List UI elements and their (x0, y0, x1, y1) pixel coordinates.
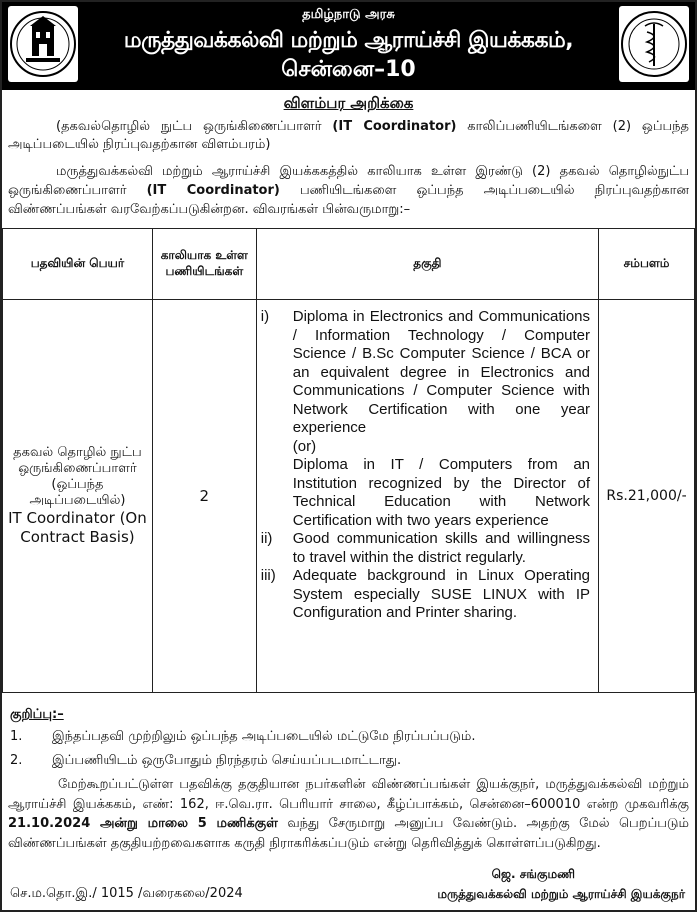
post-name-cell (3, 300, 153, 693)
header-salary: சம்பளம் (599, 229, 695, 300)
vacancy-table (2, 228, 695, 693)
qualification-list (257, 308, 590, 623)
intro-paragraph: மருத்துவக்கல்வி மற்றும் ஆராய்ச்சி இயக்ககத்தில் காலியாக உள்ள இரண்டு (2) தகவல் தொழில்நுட்ப ஒருங்கிணைப்பாளர் (IT Coordinator) பணியிடங்களை ஒப்பந்த அடிப்படையில் நிரப்புவதற்கான விண்ணப்பங்கள் வரவேற்கப்படுகின்றன. விவரங்கள் பின்வருமாறு:– (8, 164, 689, 217)
directorate-seal-icon (619, 6, 689, 82)
qualification-item: i) Diploma in Electronics and Communications / Information Technology / Computer Science / B.Sc Computer Science / BCA or an equivalent degree in Electronics and Communications / Computer Science with Network Certification with one year experience (260, 308, 591, 436)
directorate-name: மருத்துவக்கல்வி மற்றும் ஆராய்ச்சி இயக்ககம், (123, 28, 574, 53)
post-name-tamil: தகவல் தொழில் நுட்ப ஒருங்கிணைப்பாளர் (ஒப்பந்த அடிப்படையில்) (13, 445, 142, 508)
qualification-item: iii) Adequate background in Linux Operating System especially SUSE LINUX with IP Configuration and Printer sharing. (260, 567, 591, 621)
qualification-cell (256, 300, 598, 693)
post-name-english: IT Coordinator (On Contract Basis) (8, 509, 147, 546)
closing-paragraph: மேற்கூறப்பட்டுள்ள பதவிக்கு தகுதியான நபர்களின் விண்ணப்பங்கள் இயக்குநர், மருத்துவக்கல்வி மற்றும் ஆராய்ச்சி இயக்ககம், எண்: 162, ஈ.வெ.ரா. பெரியார் சாலை, கீழ்ப்பாக்கம், சென்னை–600010 என்ற முகவரிக்கு 21.10.2024 அன்று மாலை 5 மணிக்குள் வந்து சேருமாறு அனுப்ப வேண்டும். அதற்கு மேல் பெறப்படும் விண்ணப்பங்கள் தகுதியற்றவைகளாக கருதி நிராகரிக்கப்படும் என்று தெரிவித்துக் கொள்ளப்படுகிறது. (8, 777, 689, 851)
signatory-name: ஜெ. சங்குமணி (491, 867, 575, 881)
government-name: தமிழ்நாடு அரசு (302, 7, 395, 22)
table-row (3, 300, 695, 693)
header-vacancies: காலியாக உள்ள பணியிடங்கள் (152, 229, 256, 300)
qualification-or: (or) (292, 437, 317, 455)
salary-amount: Rs.21,000/- (599, 300, 695, 693)
notice-title: விளம்பர அறிக்கை (283, 94, 414, 112)
note-item: 1. இந்தப்பதவி முற்றிலும் ஒப்பந்த அடிப்படையில் மட்டுமே நிரப்பப்படும். (10, 729, 476, 744)
notice-subtitle: (தகவல்தொழில் நுட்ப ஒருங்கிணைப்பாளர் (IT Coordinator) காலிப்பணியிடங்களை (2) ஒப்பந்த அடிப்படையில் நிரப்புவதற்கான விளம்பரம்) (8, 119, 689, 152)
qualification-item: Diploma in IT / Computers from an Institution recognized by the Director of Technical Education with Network Certification with two years experience (292, 456, 591, 529)
header-banner (2, 2, 695, 90)
reference-number: செ.ம.தொ.இ./ 1015 /வரைகலை/2024 (10, 886, 243, 901)
city-line: சென்னை–10 (281, 57, 416, 82)
signatory-title: மருத்துவக்கல்வி மற்றும் ஆராய்ச்சி இயக்குநர் (437, 887, 685, 901)
vacancy-count: 2 (152, 300, 256, 693)
table-header-row (3, 229, 695, 300)
tamil-nadu-emblem-icon (8, 6, 78, 82)
header-post: பதவியின் பெயர் (3, 229, 153, 300)
notes-heading: குறிப்பு:– (10, 707, 64, 722)
header-qualification: தகுதி (256, 229, 598, 300)
qualification-item: ii) Good communication skills and willingness to travel within the district regularly. (260, 530, 591, 566)
note-item: 2. இப்பணியிடம் ஒருபோதும் நிரந்தரம் செய்யப்படமாட்டாது. (10, 753, 402, 768)
